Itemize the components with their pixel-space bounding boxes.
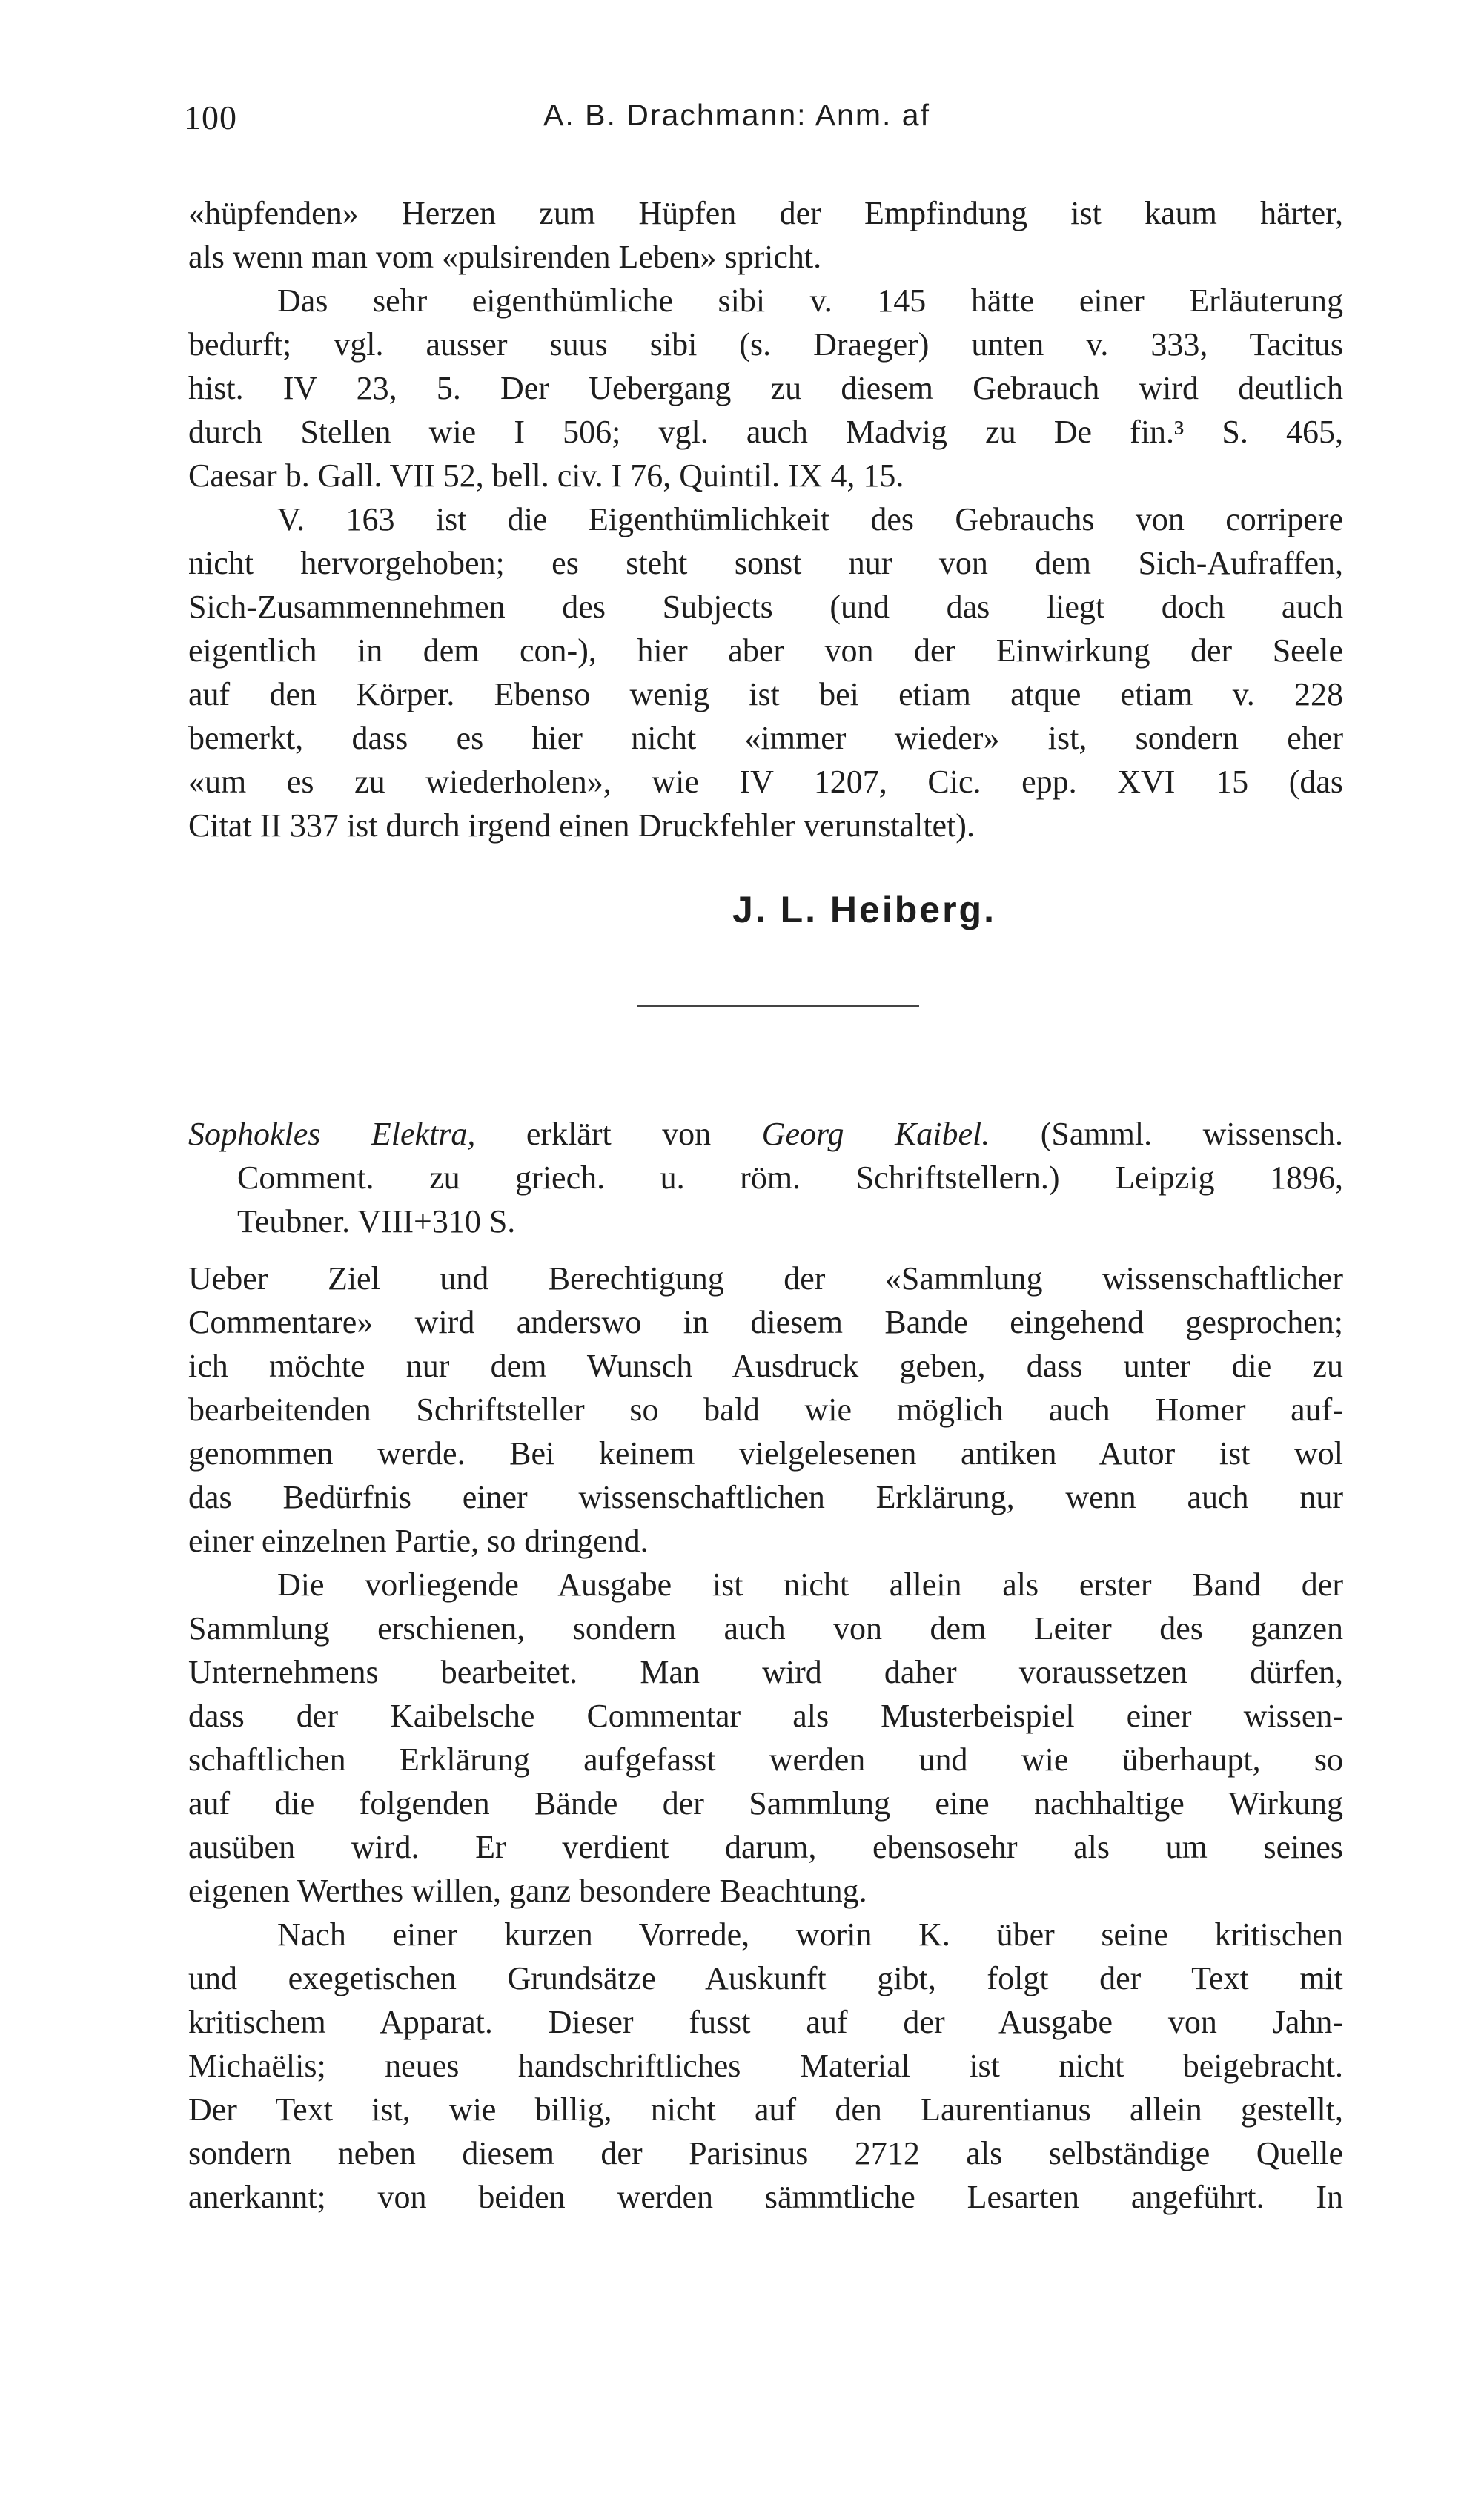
text-line: und exegetischen Grundsätze Auskunft gibt, folgt der Text mit: [188, 1960, 1343, 1996]
text-line: bedurft; vgl. ausser suus sibi (s. Draeger) unten v. 333, Tacitus: [188, 326, 1343, 363]
text-line: eigentlich in dem con-), hier aber von der Einwirkung der Seele: [188, 632, 1343, 669]
citation-line: Teubner. VIII+310 S.: [237, 1203, 516, 1240]
running-head: A. B. Drachmann: Anm. af: [543, 98, 930, 132]
text-line: sondern neben diesem der Parisinus 2712 als selbständige Quelle: [188, 2135, 1343, 2171]
text-line: ausüben wird. Er verdient darum, ebensosehr als um seines: [188, 1829, 1343, 1865]
text-line: schaftlichen Erklärung aufgefasst werden und wie überhaupt, so: [188, 1741, 1343, 1778]
text-line: durch Stellen wie I 506; vgl. auch Madvig zu De fin.³ S. 465,: [188, 414, 1343, 450]
text-line: bearbeitenden Schriftsteller so bald wie möglich auch Homer auf-: [188, 1392, 1343, 1428]
text-line: als wenn man vom «pulsirenden Leben» spricht.: [188, 239, 822, 275]
text-line: Sammlung erschienen, sondern auch von dem Leiter des ganzen: [188, 1610, 1343, 1647]
book-editor: Georg Kaibel.: [761, 1116, 990, 1152]
text-line: Michaëlis; neues handschriftliches Material ist nicht beigebracht.: [188, 2048, 1343, 2084]
citation-series: (Samml. wissensch.: [1040, 1116, 1344, 1152]
signature: J. L. Heiberg.: [732, 889, 996, 930]
text-line: Citat II 337 ist durch irgend einen Druckfehler verunstaltet).: [188, 807, 975, 844]
citation-by: erklärt von: [526, 1116, 712, 1152]
text-line: Ueber Ziel und Berechtigung der «Sammlung wissenschaftlicher: [188, 1260, 1343, 1297]
text-line: Unternehmens bearbeitet. Man wird daher voraussetzen dürfen,: [188, 1654, 1343, 1690]
text-line: eigenen Werthes willen, ganz besondere Beachtung.: [188, 1873, 867, 1909]
review-2-citation: [188, 1112, 1343, 1243]
text-line: bemerkt, dass es hier nicht «immer wieder» ist, sondern eher: [188, 720, 1343, 756]
text-line: nicht hervorgehoben; es steht sonst nur von dem Sich-Aufraffen,: [188, 545, 1343, 581]
text-line: «um es zu wiederholen», wie IV 1207, Cic. epp. XVI 15 (das: [188, 764, 1343, 800]
text-line: einer einzelnen Partie, so dringend.: [188, 1523, 649, 1559]
text-line: ich möchte nur dem Wunsch Ausdruck geben, dass unter die zu: [188, 1348, 1343, 1384]
text-line: das Bedürfnis einer wissenschaftlichen Erklärung, wenn auch nur: [188, 1479, 1343, 1515]
text-line: kritischem Apparat. Dieser fusst auf der Ausgabe von Jahn-: [188, 2004, 1343, 2040]
text-line: genommen werde. Bei keinem vielgelesenen antiken Autor ist wol: [188, 1435, 1343, 1472]
page-number: 100: [184, 99, 237, 136]
text-line: dass der Kaibelsche Commentar als Musterbeispiel einer wissen-: [188, 1698, 1343, 1734]
text-line: Sich-Zusammennehmen des Subjects (und das liegt doch auch: [188, 589, 1343, 625]
text-line: V. 163 ist die Eigenthümlichkeit des Gebrauchs von corripere: [277, 501, 1343, 537]
text-line: Caesar b. Gall. VII 52, bell. civ. I 76, Quintil. IX 4, 15.: [188, 457, 904, 494]
text-line: Der Text ist, wie billig, nicht auf den Laurentianus allein gestellt,: [188, 2091, 1343, 2128]
text-line: Das sehr eigenthümliche sibi v. 145 hätte einer Erläuterung: [277, 282, 1343, 319]
citation-line: Comment. zu griech. u. röm. Schriftstellern.) Leipzig 1896,: [237, 1159, 1343, 1196]
review-1-text: [188, 191, 1343, 847]
text-line: hist. IV 23, 5. Der Uebergang zu diesem Gebrauch wird deutlich: [188, 370, 1343, 406]
text-line: anerkannt; von beiden werden sämmtliche Lesarten angeführt. In: [188, 2179, 1343, 2215]
text-line: Nach einer kurzen Vorrede, worin K. über seine kritischen: [277, 1916, 1343, 1953]
text-line: auf den Körper. Ebenso wenig ist bei etiam atque etiam v. 228: [188, 676, 1343, 712]
text-line: Commentare» wird anderswo in diesem Bande eingehend gesprochen;: [188, 1304, 1343, 1340]
page-header: [184, 98, 1340, 145]
review-2-text: [188, 1257, 1343, 2219]
text-line: auf die folgenden Bände der Sammlung eine nachhaltige Wirkung: [188, 1785, 1343, 1822]
text-line: Die vorliegende Ausgabe ist nicht allein als erster Band der: [277, 1566, 1343, 1603]
text-line: «hüpfenden» Herzen zum Hüpfen der Empfindung ist kaum härter,: [188, 195, 1343, 231]
book-title: Sophokles Elektra,: [188, 1116, 476, 1152]
section-divider: [637, 1005, 919, 1007]
